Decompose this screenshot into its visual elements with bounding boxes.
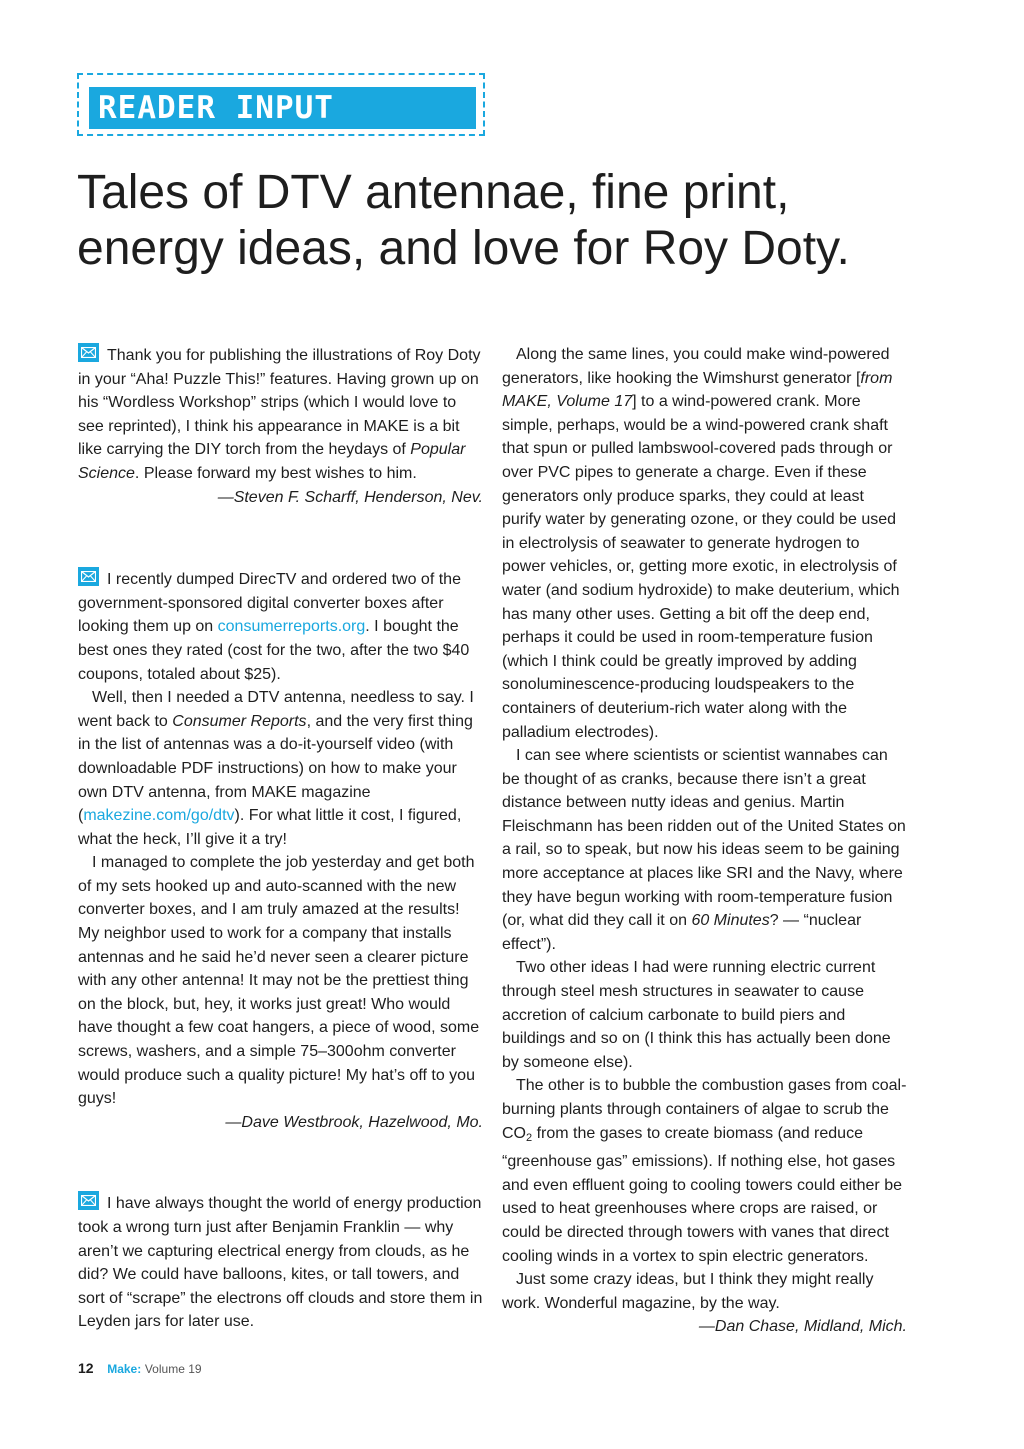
section-header-label: READER INPUT	[98, 90, 334, 126]
mail-icon	[78, 343, 99, 362]
letter-paragraph: I recently dumped DirecTV and ordered two of the government-sponsored digital converter boxes after looking them up on consumerreports.org. I bought the best ones they rated (cost for the two, after the two $40 coupons, totaled about $25).	[78, 567, 483, 686]
letter-paragraph: I can see where scientists or scientist wannabes can be thought of as cranks, because there isn’t a great distance between nutty ideas and genius. Martin Fleischmann has been ridden out of the United States on a rail, so to speak, but now his ideas seem to be gaining more acceptance at places like SRI and the Navy, where they have begun working with room-temperature fusion (or, what did they call it on 60 Minutes? — “nuclear effect”).	[502, 747, 906, 953]
letter-dtv-antenna	[78, 567, 483, 1134]
letter-energy-ideas-continued	[502, 343, 907, 1339]
letter-signature: —Dave Westbrook, Hazelwood, Mo.	[225, 1113, 483, 1131]
section-header-bar	[89, 87, 476, 129]
page-footer	[78, 1360, 202, 1377]
letter-paragraph: I have always thought the world of energy production took a wrong turn just after Benjamin Franklin — why aren’t we capturing electrical energy from clouds, as he did? We could have balloons, kites, or tall towers, and sort of “scrape” the electrons off clouds and store them in Leyden jars for later use.	[78, 1191, 483, 1334]
letter-paragraph: Just some crazy ideas, but I think they might really work. Wonderful magazine, by the way.	[502, 1271, 874, 1312]
letter-energy-ideas	[78, 1191, 483, 1334]
letter-paragraph: Along the same lines, you could make wind-powered generators, like hooking the Wimshurst generator [from MAKE, Volume 17] to a wind-powered crank. More simple, perhaps, would be a wind-powered crank shaft that spun or pulled lambswool-covered pads through or over PVC pipes to generate a charge. Even if these generators only produce sparks, they could at least purify water by generating ozone, or they could be used in electrolysis of seawater to generate hydrogen to power vehicles, or, getting more exotic, in electrolysis of water (and sodium hydroxide) to make deuterium, which has many other uses. Getting a bit off the deep end, perhaps it could be used in room-temperature fusion (which I think could be greatly improved by adding sonoluminescence-producing loudspeakers to the containers of deuterium-rich water along with the palladium electrodes).	[502, 346, 900, 741]
mail-icon	[78, 567, 99, 586]
right-column	[502, 343, 907, 1339]
letter-roy-doty	[78, 343, 483, 509]
consumerreports-link[interactable]: consumerreports.org	[217, 618, 366, 636]
letter-paragraph: Well, then I needed a DTV antenna, needless to say. I went back to Consumer Reports, and the very first thing in the list of antennas was a do-it-yourself video (with downloadable PDF instructions) on how to make your own DTV antenna, from MAKE magazine (makezine.com/go/dtv). For what little it cost, I figured, what the heck, I’ll give it a try!	[78, 689, 474, 848]
left-column	[78, 343, 483, 1334]
page-title-line-1: Tales of DTV antennae, fine print,	[77, 166, 790, 219]
page-title-line-2: energy ideas, and love for Roy Doty.	[77, 222, 850, 275]
letter-paragraph: I managed to complete the job yesterday and get both of my sets hooked up and auto-scanned with the new converter boxes, and I am truly amazed at the results! My neighbor used to work for a company that installs antennas and he said he’d never seen a clearer picture with any other antenna! It may not be the prettiest thing on the block, but, hey, it works just great! Who would have thought a few coat hangers, a piece of wood, some screws, washers, and a simple 75–300ohm converter would produce such a quality picture! My hat’s off to you guys!	[78, 854, 480, 1108]
letter-signature: —Dan Chase, Midland, Mich.	[698, 1318, 907, 1336]
makezine-dtv-link[interactable]: makezine.com/go/dtv	[83, 807, 235, 825]
page-number: 12	[78, 1360, 94, 1376]
magazine-brand: Make:	[107, 1362, 142, 1376]
mail-icon	[78, 1191, 99, 1210]
letter-signature: —Steven F. Scharff, Henderson, Nev.	[217, 488, 483, 506]
page-title	[77, 165, 977, 277]
letter-paragraph: The other is to bubble the combustion gases from coal-burning plants through containers of algae to scrub the $CO_2$ from the gases to create biomass (and reduce “greenhouse gas” emissions). If nothing else, hot gases and even effluent going to cooling towers could either be used to heat greenhouses where crops are raised, or could be directed through towers with vanes that direct cooling winds in a vortex to spin electric generators.	[502, 1077, 907, 1265]
letter-paragraph: Thank you for publishing the illustrations of Roy Doty in your “Aha! Puzzle This!” features. Having grown up on his “Wordless Workshop” strips (which I would love to see reprinted), I think his appearance in MAKE is a bit like carrying the DIY torch from the heydays of Popular Science. Please forward my best wishes to him.	[78, 343, 483, 486]
letter-paragraph: Two other ideas I had were running electric current through steel mesh structures in seawater to cause accretion of calcium carbonate to build piers and buildings and so on (I think this has actually been done by someone else).	[502, 959, 891, 1071]
volume-label: Volume 19	[144, 1362, 202, 1376]
